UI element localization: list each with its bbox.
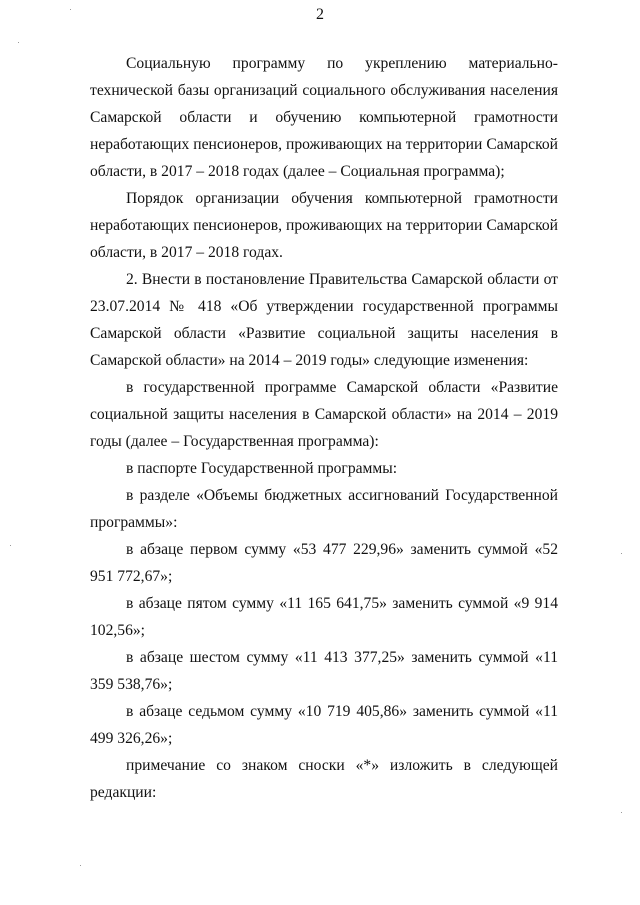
paragraph-computer-literacy-order: Порядок организации обучения компьютерной грамотности неработающих пенсионеров, проживающих на территории Самарской области, в 2017 – 2018 годах. [90, 190, 558, 261]
scan-speck [10, 545, 11, 546]
paragraph-amendment-fifth: в абзаце пятом сумму «11 165 641,75» заменить суммой «9 914 102,56»; [90, 595, 558, 639]
paragraph-social-program: Социальную программу по укреплению материально-технической базы организаций социального обслуживания населения Самарской области и обучению компьютерной грамотности неработающих пенсионеров, проживающих на территории Самарской области, в 2017 – 2018 годах (далее – Социальная программа); [90, 55, 558, 180]
paragraph-amendment-sixth: в абзаце шестом сумму «11 413 377,25» заменить суммой «11 359 538,76»; [90, 649, 558, 693]
document-body [90, 50, 558, 806]
paragraph-amendment-seventh: в абзаце седьмом сумму «10 719 405,86» заменить суммой «11 499 326,26»; [90, 703, 558, 747]
scan-speck [18, 42, 19, 43]
paragraph-item-2-amend-resolution: 2. Внести в постановление Правительства Самарской области от 23.07.2014 № 418 «Об утверждении государственной программы Самарской области «Развитие социальной защиты населения в Самарской области» на 2014 – 2019 годы» следующие изменения: [90, 271, 558, 369]
scan-speck [70, 9, 71, 10]
paragraph-footnote-note: примечание со знаком сноски «*» изложить в следующей редакции: [90, 757, 558, 801]
paragraph-budget-section: в разделе «Объемы бюджетных ассигнований Государственной программы»: [90, 487, 558, 531]
scan-speck [621, 553, 622, 554]
paragraph-amendment-first: в абзаце первом сумму «53 477 229,96» заменить суммой «52 951 772,67»; [90, 541, 558, 585]
scan-speck [80, 865, 81, 866]
paragraph-state-program: в государственной программе Самарской области «Развитие социальной защиты населения в Самарской области» на 2014 – 2019 годы (далее – Государственная программа): [90, 379, 558, 450]
page-number: 2 [316, 6, 324, 23]
scan-speck [621, 812, 622, 813]
paragraph-program-passport: в паспорте Государственной программы: [126, 460, 398, 477]
